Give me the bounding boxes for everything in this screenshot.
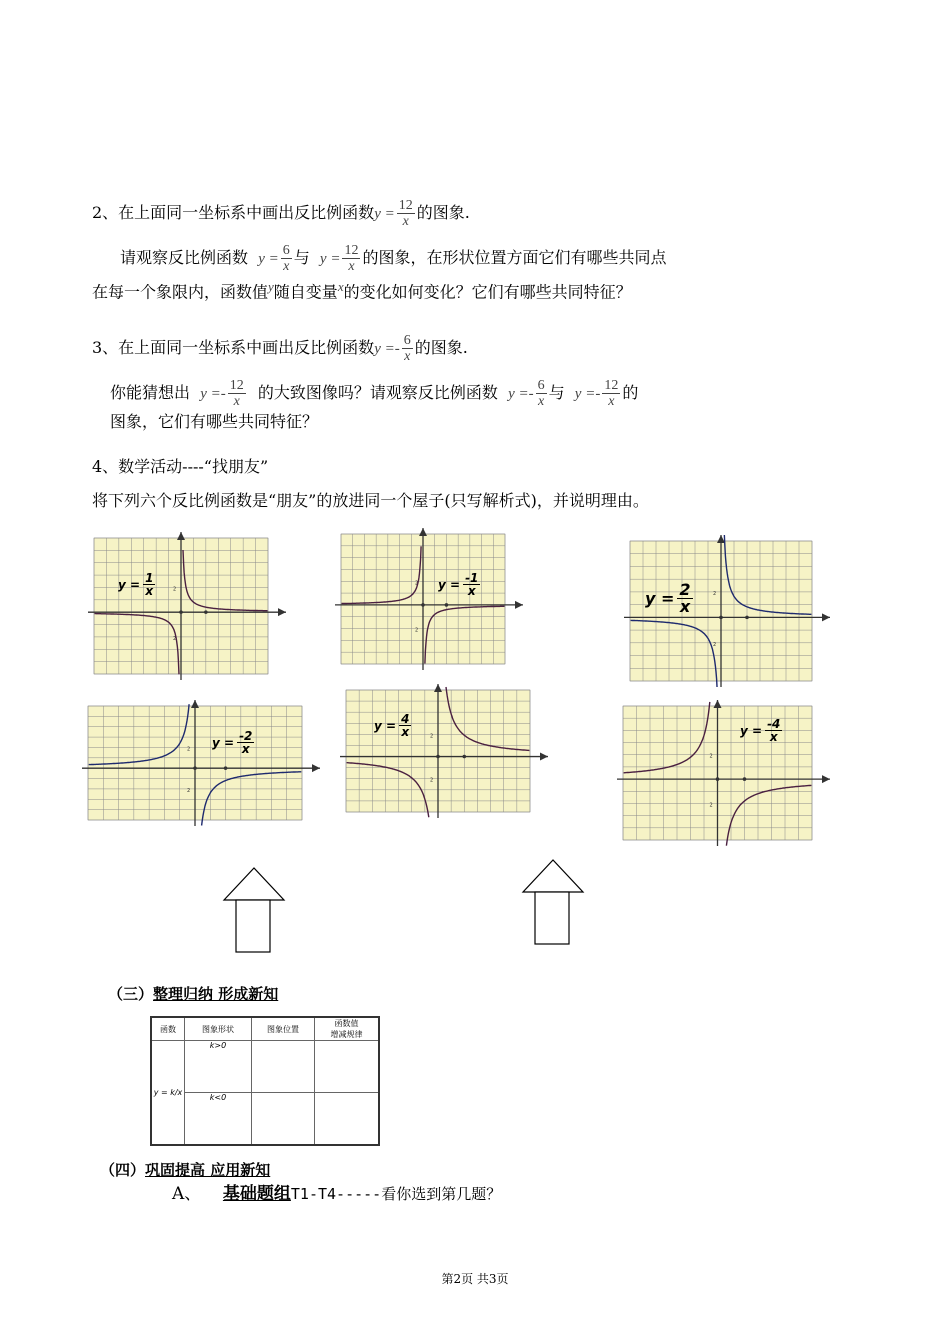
- graph-label-4: y = $\frac{-2}{x}$: [212, 729, 253, 756]
- q2-line3: 在每一个象限内，函数值$^y$随自变量$^x$的变化如何变化？它们有哪些共同特征？: [92, 279, 632, 302]
- q2-line1: 2、在上面同一坐标系中画出反比例函数y = $\frac{12}{x}$ 的图象.: [92, 198, 470, 229]
- cell-pos-2: [252, 1093, 315, 1145]
- house-2: [521, 858, 589, 948]
- section3-heading: （三）整理归纳 形成新知: [108, 985, 279, 1003]
- svg-text:2: 2: [709, 753, 713, 760]
- th-position: 图象位置: [252, 1017, 315, 1041]
- k-negative: k<0: [185, 1093, 252, 1145]
- group-a: A、 基础题组T1-T4-----看你选到第几题？: [172, 1184, 502, 1204]
- svg-text:2: 2: [187, 787, 191, 794]
- th-trend: 函数值 增减规律: [315, 1017, 380, 1041]
- svg-text:2: 2: [173, 586, 177, 593]
- cell-trend-1: [315, 1041, 380, 1093]
- graph-4: [82, 700, 322, 826]
- graph-6: [617, 700, 832, 846]
- svg-text:2: 2: [713, 590, 717, 597]
- svg-text:2: 2: [415, 580, 419, 587]
- svg-text:2: 2: [173, 635, 177, 642]
- k-positive: k>0: [185, 1041, 252, 1093]
- graph-5: [340, 684, 550, 818]
- q4-desc: 将下列六个反比例函数是“朋友”的放进同一个屋子(只写解析式)，并说明理由。: [92, 491, 649, 510]
- func-cell: y = k/x: [151, 1041, 185, 1145]
- q3-line2: 你能猜想出 y =- $\frac{12}{x}$ 的大致图像吗？请观察反比例函数 y =- $\frac{6}{x}$ 与 y =- $\frac{12}{x}$ 的: [110, 378, 639, 409]
- th-shape: 图象形状: [185, 1017, 252, 1041]
- page-footer: 第2页 共3页: [441, 1272, 509, 1286]
- graph-1: [88, 532, 288, 680]
- svg-text:2: 2: [430, 733, 434, 740]
- graph-label-3: y = $\frac{2}{x}$: [645, 580, 691, 616]
- section4-heading: （四）巩固提高 应用新知: [100, 1161, 271, 1179]
- summary-table: [150, 1016, 380, 1146]
- graph-2: [335, 528, 525, 670]
- q3-line3: 图象，它们有哪些共同特征？: [110, 412, 319, 431]
- q4-title: 4、数学活动----“找朋友”: [92, 457, 269, 476]
- th-function: 函数: [151, 1017, 185, 1041]
- graph-label-5: y = $\frac{4}{x}$: [374, 712, 410, 739]
- q3-line1: 3、在上面同一坐标系中画出反比例函数y =- $\frac{6}{x}$ 的图象.: [92, 333, 468, 364]
- cell-pos-1: [252, 1041, 315, 1093]
- q2-line2: 请观察反比例函数 y = $\frac{6}{x}$ 与 y = $\frac{12}{x}$ 的图象，在形状位置方面它们有哪些共同点: [120, 243, 667, 274]
- svg-text:2: 2: [187, 746, 191, 753]
- house-1: [222, 866, 290, 956]
- svg-text:2: 2: [709, 802, 713, 809]
- graph-label-2: y = $\frac{-1}{x}$: [438, 571, 479, 598]
- svg-text:2: 2: [415, 627, 419, 634]
- svg-text:2: 2: [430, 777, 434, 784]
- graph-label-6: y = $\frac{-4}{x}$: [740, 717, 781, 744]
- cell-trend-2: [315, 1093, 380, 1145]
- graph-label-1: y = $\frac{1}{x}$: [118, 571, 154, 598]
- svg-text:2: 2: [713, 641, 717, 648]
